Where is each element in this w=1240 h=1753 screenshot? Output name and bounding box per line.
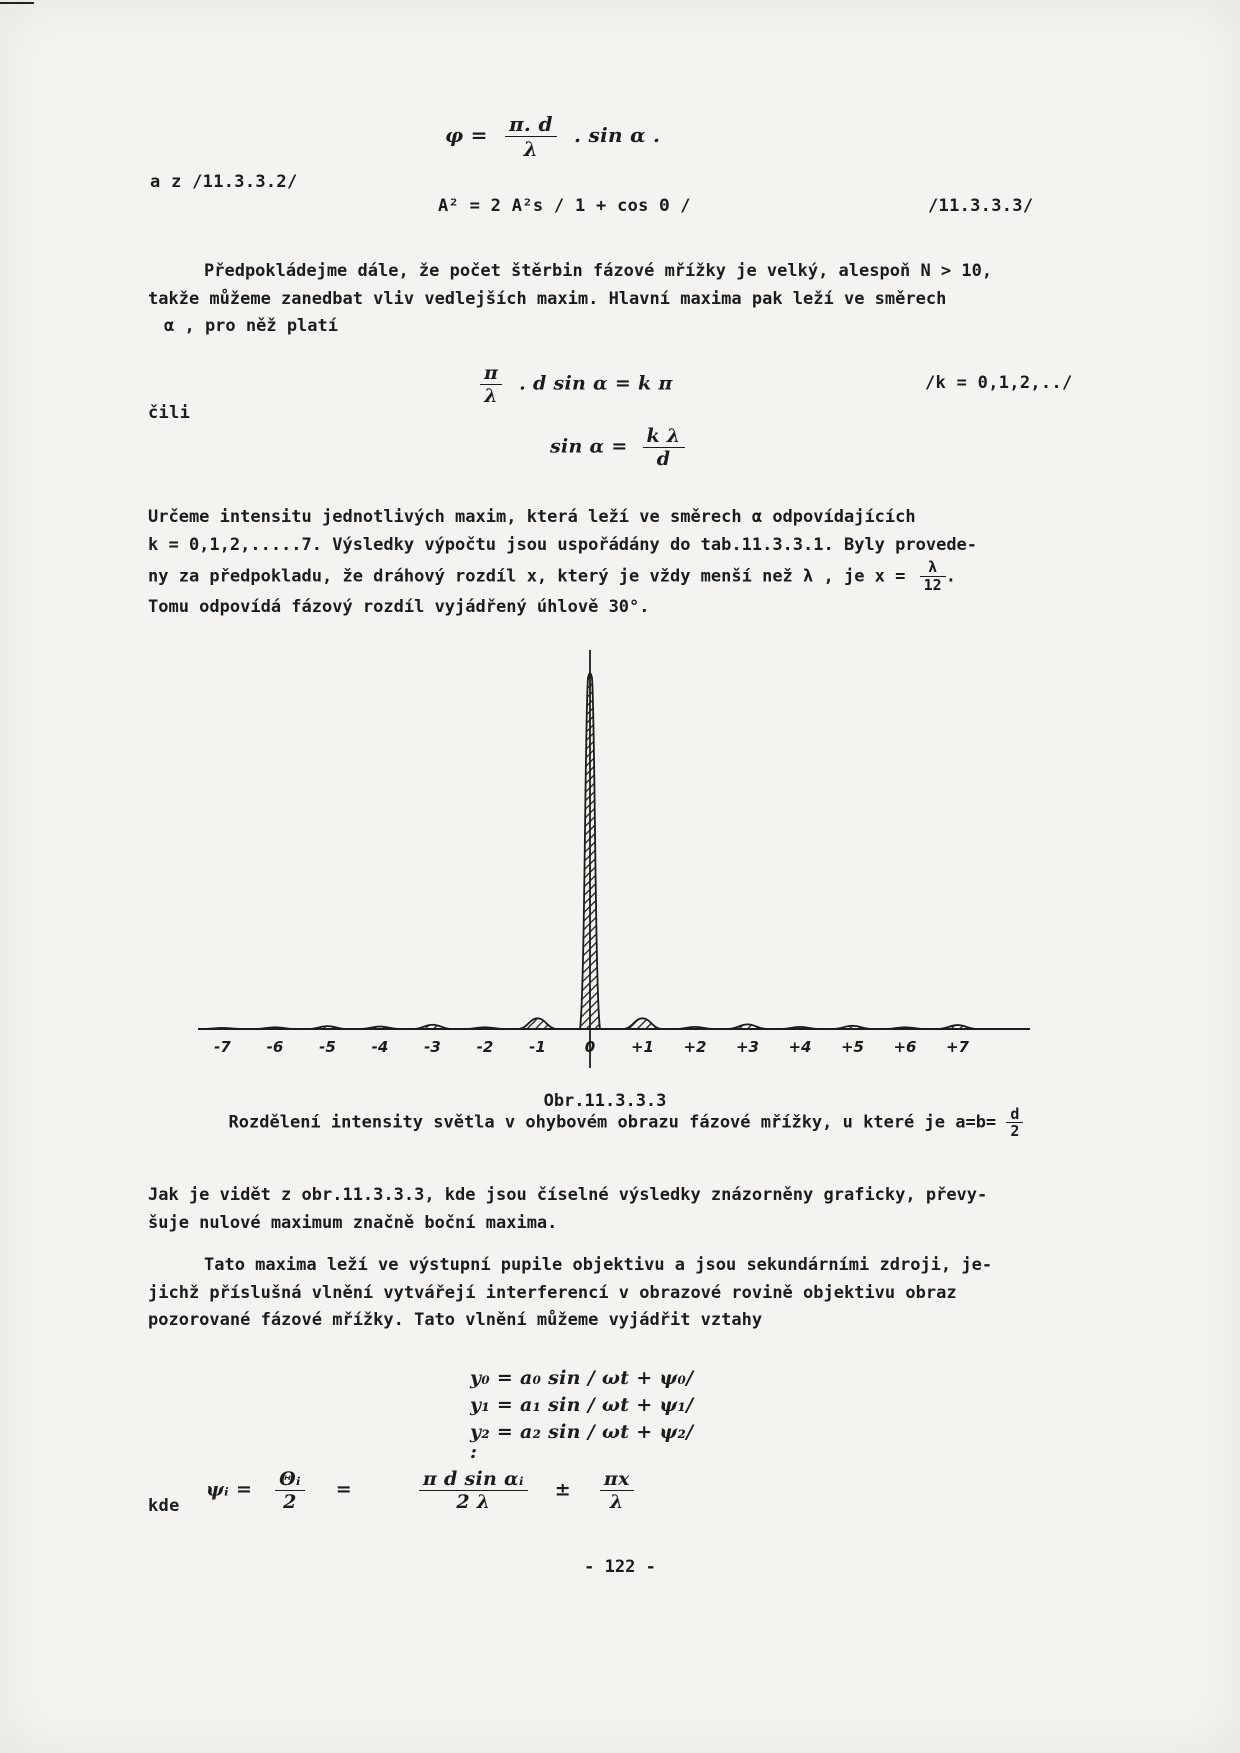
x-tick-label: +1 [630,1038,655,1056]
x-tick-label: -1 [529,1038,546,1056]
wave-eq-dots: : [470,1441,478,1463]
phase-eq-f3-num: πx [600,1468,634,1491]
reference-previous: a z /11.3.3.2/ [150,172,298,192]
para1-line3: α , pro něž platí [164,316,338,336]
x-tick-label: +2 [683,1038,707,1056]
phase-eq-fraction-2 [419,1468,528,1513]
x-tick-label: -4 [371,1038,389,1056]
para1-line2: takže můžeme zanedbat vliv vedlejších maxim. Hlavní maxima pak leží ve směrech [148,288,947,309]
para2-line4: Tomu odpovídá fázový rozdíl vyjádřený úhlově 30°. [148,597,650,617]
paragraph-assumption [148,258,1093,341]
page-number: - 122 - [584,1557,656,1577]
para3-line2: šuje nulové maximum značně boční maxima. [148,1212,558,1233]
x-tick-label: -2 [476,1038,494,1056]
eq3-rest: . d sin α = k π [519,372,673,395]
equation-k-range: /k = 0,1,2,../ [925,373,1073,393]
x-tick-label: +3 [735,1038,760,1056]
phase-eq-f1-num: Θᵢ [275,1468,305,1491]
intensity-peak--1 [518,1018,558,1029]
phase-equation [206,1468,634,1513]
para2-fraction [920,559,946,594]
x-tick-label: 0 [584,1038,596,1056]
word-kde: kde [148,1496,180,1516]
para2-line3 [148,559,1093,594]
intensity-distribution-chart [0,630,1240,1080]
x-tick-label: -6 [266,1038,284,1056]
para4-line3: pozorované fázové mřížky. Tato vlnění můžeme vyjádřit vztahy [148,1310,763,1330]
para4-line1: Tato maxima leží ve výstupní pupile objektivu a jsou sekundárními zdroji, je- [204,1255,993,1275]
phase-eq-fraction-3 [600,1468,634,1513]
paragraph-secondary-sources [148,1252,1093,1335]
phase-eq-lhs: ψᵢ = [206,1478,253,1501]
x-tick-label: -7 [214,1038,231,1056]
phase-eq-equals: = [335,1478,352,1501]
eq1-numerator: π. d [505,112,557,137]
phase-eq-f2-num: π d sin αᵢ [419,1468,528,1491]
phase-eq-f1-den: 2 [283,1491,297,1513]
word-cili: čili [148,403,191,423]
wave-eq-y1: y₁ = a₁ sin / ωt + ψ₁/ [470,1394,694,1416]
x-tick-label: +7 [945,1038,970,1056]
x-tick-label: -5 [319,1038,336,1056]
wave-eq-y2: y₂ = a₂ sin / ωt + ψ₂/ [470,1421,694,1443]
equation-label-11-3-3-3: /11.3.3.3/ [928,196,1034,216]
paragraph-intensity [148,504,1093,622]
eq4-numerator: k λ [643,425,685,448]
wave-eq-y0: y₀ = a₀ sin / ωt + ψ₀/ [470,1367,694,1389]
eq1-fraction [505,112,557,161]
eq3-fraction [480,362,502,407]
para2-line2: k = 0,1,2,.....7. Výsledky výpočtu jsou uspořádány do tab.11.3.3.1. Byly provede- [148,534,978,555]
para2-line3-text: ny za předpokladu, že dráhový rozdíl x, který je vždy menší než λ , je x = [148,566,906,587]
para2-line1: Určeme intensitu jednotlivých maxim, která leží ve směrech α odpovídajících [148,507,916,527]
equation-phase [445,112,660,161]
eq4-denominator: d [656,448,671,470]
para2-line3-end: . [945,566,956,587]
para4-line2: jichž příslušná vlnění vytvářejí interferencí v obrazové rovině objektivu obraz [148,1282,957,1303]
x-tick-label: +5 [840,1038,865,1056]
eq4-fraction [643,425,685,470]
x-tick-label: +4 [788,1038,812,1056]
figure-caption-text: Rozdělení intensity světla v ohybovém obrazu fázové mřížky, u které je a=b= [228,1112,997,1133]
scan-corner-mark [0,2,34,4]
para2-fraction-denominator: 12 [923,576,942,594]
figure-caption-title: Obr.11.3.3.3 [543,1091,667,1111]
figure-caption-fraction [1006,1106,1023,1139]
x-tick-label: -3 [424,1038,441,1056]
eq1-rest: . sin α . [574,123,661,147]
phase-eq-fraction-1 [275,1468,305,1513]
intensity-peak-+1 [623,1018,663,1029]
equation-sin-alpha [550,425,685,470]
para2-fraction-numerator: λ [920,559,946,577]
para1-line1: Předpokládejme dále, že počet štěrbin fázové mřížky je velký, alespoň N > 10, [204,261,993,281]
equation-intensity: A² = 2 A²s / 1 + cos Θ / [438,196,691,216]
eq3-denominator: λ [484,385,498,407]
caption-fraction-denominator: 2 [1010,1122,1020,1140]
phase-eq-f2-den: 2 λ [456,1491,491,1513]
para3-line1: Jak je vidět z obr.11.3.3.3, kde jsou číselné výsledky znázorněny graficky, převy- [148,1185,988,1205]
equation-maxima-condition [480,362,673,407]
wave-equations [470,1365,694,1463]
paragraph-observation [148,1182,1093,1237]
eq3-numerator: π [480,362,502,385]
phase-eq-plus-minus: ± [554,1478,571,1501]
caption-fraction-numerator: d [1006,1106,1023,1123]
eq4-lhs: sin α = [550,435,628,458]
phase-eq-f3-den: λ [610,1491,624,1513]
eq1-lhs: φ = [445,123,488,147]
eq1-denominator: λ [523,137,539,161]
figure-caption [176,1106,1076,1139]
x-tick-label: +6 [893,1038,917,1056]
